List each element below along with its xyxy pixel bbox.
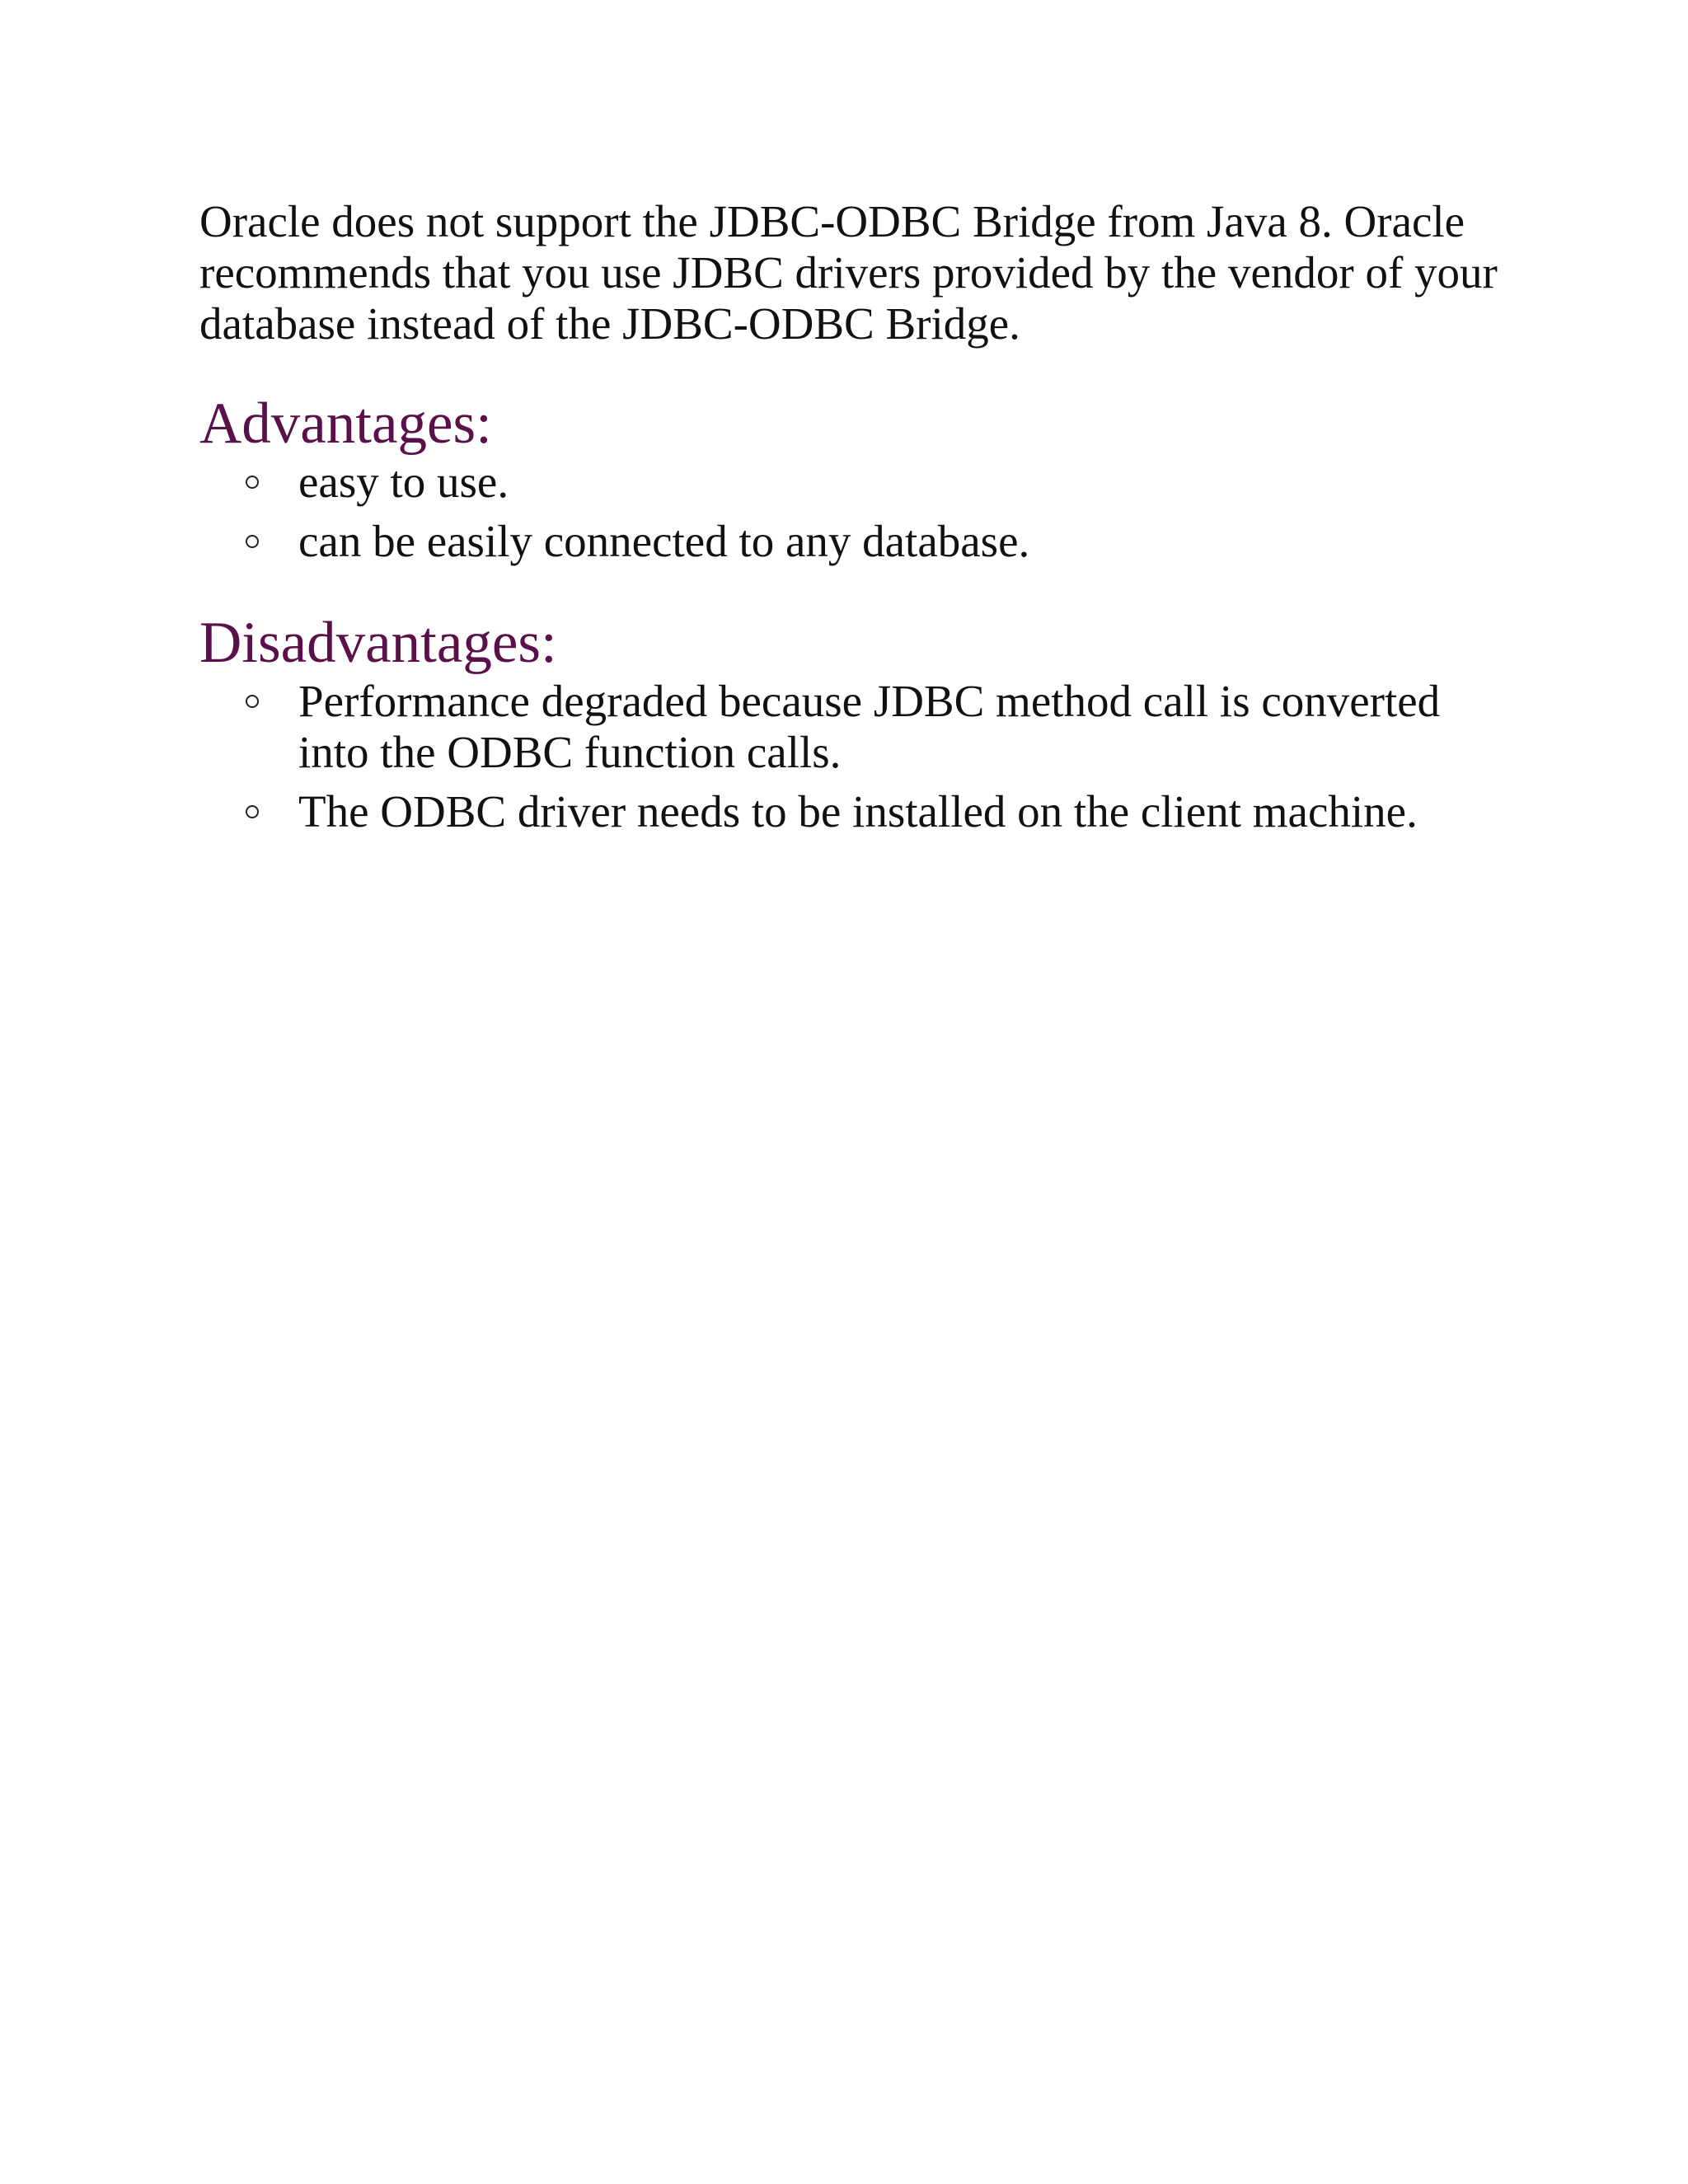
list-item-text: The ODBC driver needs to be installed on the client machine. — [298, 786, 1418, 837]
circle-bullet-icon — [246, 476, 259, 489]
disadvantages-heading: Disadvantages: — [199, 611, 557, 675]
list-item — [199, 516, 1518, 567]
list-item-text: easy to use. — [298, 457, 509, 507]
advantages-heading: Advantages: — [199, 391, 492, 456]
list-item — [199, 786, 1518, 837]
circle-bullet-icon — [246, 535, 259, 548]
disadvantages-list — [199, 676, 1518, 837]
intro-paragraph: Oracle does not support the JDBC-ODBC Bridge from Java 8. Oracle recommends that you use JDBC drivers provided by the vendor of your database instead of the JDBC-ODBC Bridge. — [199, 196, 1498, 349]
list-item — [199, 676, 1518, 778]
circle-bullet-icon — [246, 695, 259, 708]
list-item-text: Performance degraded because JDBC method call is converted into the ODBC function calls. — [298, 676, 1441, 777]
document-content — [199, 196, 1518, 846]
list-item-text: can be easily connected to any database. — [298, 516, 1030, 566]
circle-bullet-icon — [246, 805, 259, 818]
advantages-list — [199, 457, 1518, 567]
list-item — [199, 457, 1518, 508]
